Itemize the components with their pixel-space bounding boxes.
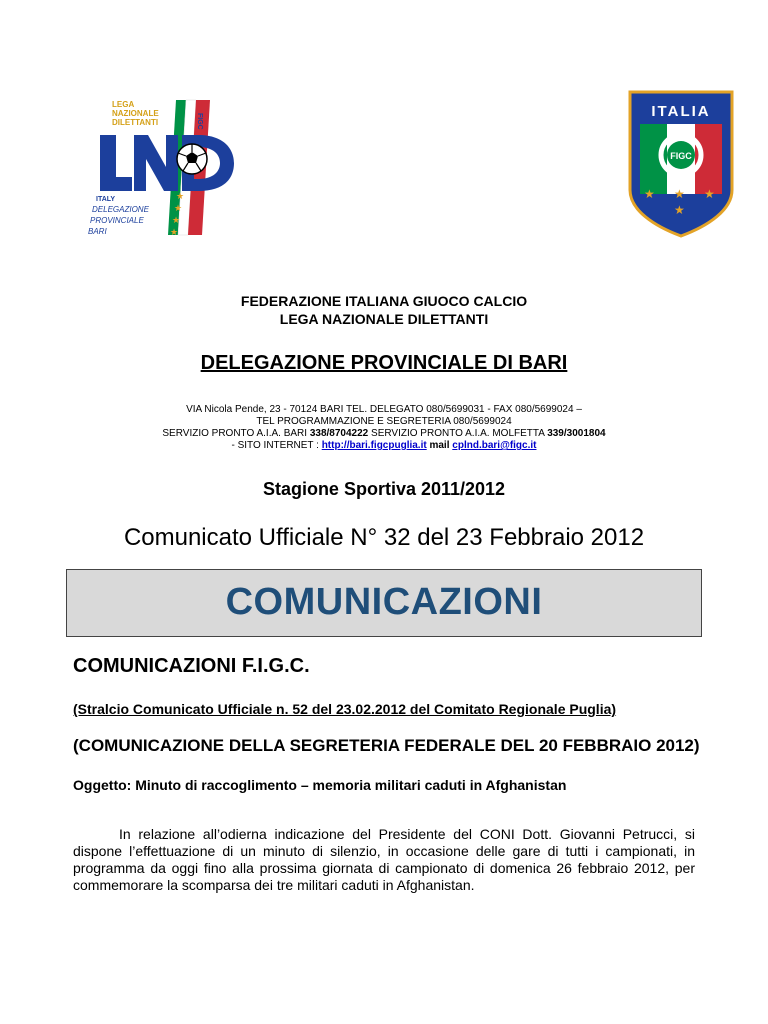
aia-molfetta-label: SERVIZIO PRONTO A.I.A. MOLFETTA	[368, 428, 548, 439]
figc-center-text: FIGC	[670, 151, 692, 161]
federation-header	[0, 292, 768, 328]
svg-text:★: ★	[674, 187, 685, 201]
aia-bari-phone: 338/8704222	[309, 428, 369, 439]
segreteria-line: (COMUNICAZIONE DELLA SEGRETERIA FEDERALE DEL 20 FEBBRAIO 2012)	[73, 736, 700, 755]
svg-text:★: ★	[704, 187, 715, 201]
address-block	[0, 404, 768, 452]
comunicazioni-banner	[66, 569, 702, 637]
address-line-2: TEL PROGRAMMAZIONE E SEGRETERIA 080/5699024	[256, 416, 512, 427]
soccer-ball-icon	[177, 144, 207, 174]
figc-italia-text: ITALIA	[651, 103, 711, 120]
federation-name: FEDERAZIONE ITALIANA GIUOCO CALCIO	[240, 293, 528, 309]
address-line-1: VIA Nicola Pende, 23 - 70124 BARI TEL. DELEGATO 080/5699031 - FAX 080/5699024 –	[186, 404, 582, 415]
mail-label: mail	[426, 440, 453, 451]
svg-text:★: ★	[174, 204, 183, 214]
svg-text:★: ★	[674, 203, 685, 217]
lnd-line-7: BARI	[88, 227, 107, 236]
svg-text:★: ★	[170, 228, 179, 238]
svg-text:★: ★	[172, 216, 181, 226]
season-title: Stagione Sportiva 2011/2012	[262, 479, 506, 499]
lnd-logo	[86, 95, 236, 240]
aia-bari-label: SERVIZIO PRONTO A.I.A. BARI	[162, 428, 310, 439]
delegazione-title: DELEGAZIONE PROVINCIALE DI BARI	[200, 352, 568, 374]
lnd-line-3: DILETTANTI	[112, 118, 159, 127]
aia-molfetta-phone: 339/3001804	[547, 428, 606, 439]
stralcio-line: (Stralcio Comunicato Ufficiale n. 52 del 23.02.2012 del Comitato Regionale Puglia)	[73, 701, 617, 717]
lnd-vertical-text: FIGC	[196, 113, 203, 130]
lnd-line-6: PROVINCIALE	[90, 216, 144, 225]
section-title: COMUNICAZIONI F.I.G.C.	[73, 655, 310, 677]
website-link[interactable]: http://bari.figcpuglia.it	[321, 440, 427, 451]
banner-title: COMUNICAZIONI	[225, 581, 543, 623]
svg-text:★: ★	[644, 187, 655, 201]
email-link[interactable]: cplnd.bari@figc.it	[452, 440, 537, 451]
body-paragraph: In relazione all’odierna indicazione del Presidente del CONI Dott. Giovanni Petrucci, si dispone l’effettuazione di un minuto di silenzio, in occasione delle gare di tutti i campionati, in programma da oggi fino alla prossima giornata di campionato di domenica 26 febbraio 2012, per commemorare la scomparsa dei tre militari caduti in Afghanistan.	[73, 826, 695, 893]
league-name: LEGA NAZIONALE DILETTANTI	[279, 311, 489, 327]
figc-shield-logo	[628, 90, 734, 238]
lnd-line-5: DELEGAZIONE	[92, 205, 149, 214]
address-line-4	[0, 440, 768, 452]
lnd-letters	[100, 135, 234, 191]
communique-title: Comunicato Ufficiale N° 32 del 23 Febbraio 2012	[123, 524, 645, 551]
website-label: - SITO INTERNET :	[231, 440, 322, 451]
lnd-line-4: ITALY	[96, 196, 116, 203]
svg-text:★: ★	[176, 192, 185, 202]
lnd-line-2: NAZIONALE	[112, 109, 159, 118]
oggetto-line: Oggetto: Minuto di raccoglimento – memoria militari caduti in Afghanistan	[73, 777, 567, 793]
address-line-3	[0, 428, 768, 440]
lnd-line-1: LEGA	[112, 100, 135, 109]
